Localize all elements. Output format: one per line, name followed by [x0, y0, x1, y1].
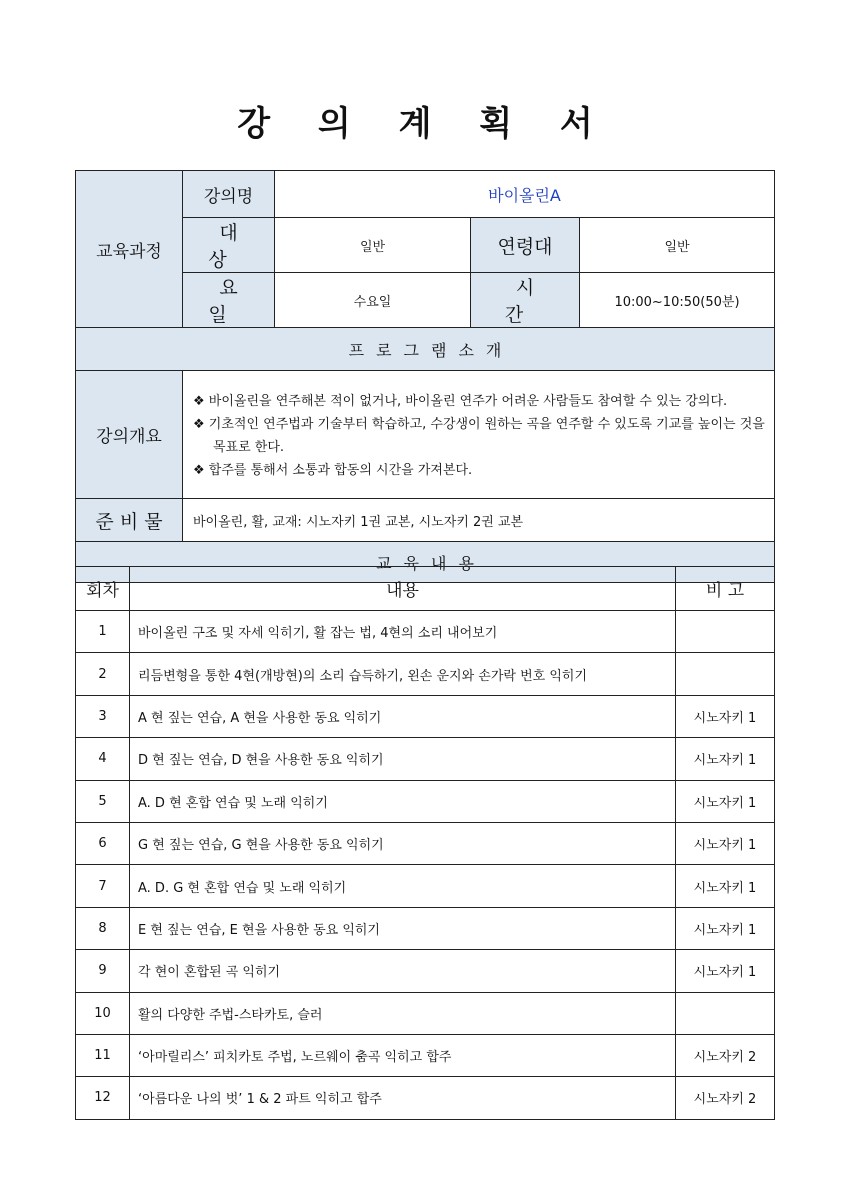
table-row: [76, 992, 775, 1034]
session-number: 1: [76, 611, 130, 653]
schedule-table: [75, 566, 775, 1120]
overview-item: ❖ 바이올린을 연주해본 적이 없거나, 바이올린 연주가 어려운 사람들도 참여할 수 있는 강의다.: [193, 393, 728, 409]
time-label: [471, 273, 580, 328]
course-name: 바이올린A: [275, 171, 775, 218]
time-label-text: 시 간: [504, 277, 557, 326]
session-number: 2: [76, 653, 130, 695]
course-group-label: 교육과정: [76, 171, 183, 328]
bullet-icon: ❖: [193, 462, 205, 478]
table-row: [76, 950, 775, 992]
session-header: 회차: [76, 567, 130, 611]
bullet-icon: ❖: [193, 393, 205, 409]
table-row: [76, 1034, 775, 1076]
session-content: A. D 현 혼합 연습 및 노래 익히기: [130, 780, 676, 822]
session-content: A 현 짚는 연습, A 현을 사용한 동요 익히기: [130, 695, 676, 737]
session-note: 시노자키 1: [676, 865, 775, 907]
table-row: [76, 907, 775, 949]
age-value: 일반: [580, 218, 775, 273]
target-label-text: 대 상: [208, 222, 260, 271]
day-value: 수요일: [275, 273, 471, 328]
session-number: 10: [76, 992, 130, 1034]
content-header: 교육내용: [76, 542, 775, 583]
materials-label: 준 비 물: [76, 499, 183, 542]
session-note: [676, 653, 775, 695]
session-note: 시노자키 2: [676, 1077, 775, 1119]
overview-item: ❖ 기초적인 연주법과 기술부터 학습하고, 수강생이 원하는 곡을 연주할 수 있도록 기교를 높이는 것을 목표로 한다.: [193, 416, 765, 455]
session-content: D 현 짚는 연습, D 현을 사용한 동요 익히기: [130, 738, 676, 780]
session-number: 5: [76, 780, 130, 822]
overview-item: ❖ 합주를 통해서 소통과 합동의 시간을 가져본다.: [193, 462, 473, 478]
schedule-body: [76, 611, 775, 1120]
session-content: ‘아름다운 나의 벗’ 1 & 2 파트 익히고 합주: [130, 1077, 676, 1119]
overview-list: [183, 371, 775, 499]
document-title: 강 의 계 획 서: [237, 104, 611, 144]
session-number: 8: [76, 907, 130, 949]
table-row: [76, 695, 775, 737]
age-label: 연령대: [471, 218, 580, 273]
target-value: 일반: [275, 218, 471, 273]
overview-label: 강의개요: [76, 371, 183, 499]
session-content: 각 현이 혼합된 곡 익히기: [130, 950, 676, 992]
session-note: 시노자키 2: [676, 1034, 775, 1076]
session-content: A. D. G 현 혼합 연습 및 노래 익히기: [130, 865, 676, 907]
table-row: [76, 653, 775, 695]
session-content: 바이올린 구조 및 자세 익히기, 활 잡는 법, 4현의 소리 내어보기: [130, 611, 676, 653]
session-content: G 현 짚는 연습, G 현을 사용한 동요 익히기: [130, 822, 676, 864]
table-row: [76, 738, 775, 780]
session-note: 시노자키 1: [676, 738, 775, 780]
session-number: 4: [76, 738, 130, 780]
session-content: 리듬변형을 통한 4현(개방현)의 소리 습득하기, 왼손 운지와 손가락 번호 익히기: [130, 653, 676, 695]
bullet-icon: ❖: [193, 416, 205, 432]
session-number: 3: [76, 695, 130, 737]
session-note: 시노자키 1: [676, 950, 775, 992]
session-content: E 현 짚는 연습, E 현을 사용한 동요 익히기: [130, 907, 676, 949]
session-content: ‘아마릴리스’ 피치카토 주법, 노르웨이 춤곡 익히고 합주: [130, 1034, 676, 1076]
table-row: [76, 780, 775, 822]
session-content: 활의 다양한 주법-스타카토, 슬러: [130, 992, 676, 1034]
session-note: 시노자키 1: [676, 780, 775, 822]
session-note: [676, 611, 775, 653]
course-name-label: 강의명: [183, 171, 275, 218]
content-col-header: 내용: [130, 567, 676, 611]
table-row: [76, 822, 775, 864]
session-number: 6: [76, 822, 130, 864]
note-header: 비 고: [676, 567, 775, 611]
target-label: [183, 218, 275, 273]
session-note: 시노자키 1: [676, 695, 775, 737]
materials-value: 바이올린, 활, 교재: 시노자키 1권 교본, 시노자키 2권 교본: [183, 499, 775, 542]
session-number: 12: [76, 1077, 130, 1119]
day-label-text: 요 일: [208, 277, 260, 326]
session-note: 시노자키 1: [676, 822, 775, 864]
program-intro-header: 프로그램소개: [76, 328, 775, 371]
session-number: 11: [76, 1034, 130, 1076]
session-number: 9: [76, 950, 130, 992]
session-number: 7: [76, 865, 130, 907]
time-value: 10:00~10:50(50분): [580, 273, 775, 328]
table-row: [76, 865, 775, 907]
table-row: [76, 611, 775, 653]
day-label: [183, 273, 275, 328]
session-note: [676, 992, 775, 1034]
table-row: [76, 1077, 775, 1119]
course-info-table: [75, 170, 775, 583]
session-note: 시노자키 1: [676, 907, 775, 949]
